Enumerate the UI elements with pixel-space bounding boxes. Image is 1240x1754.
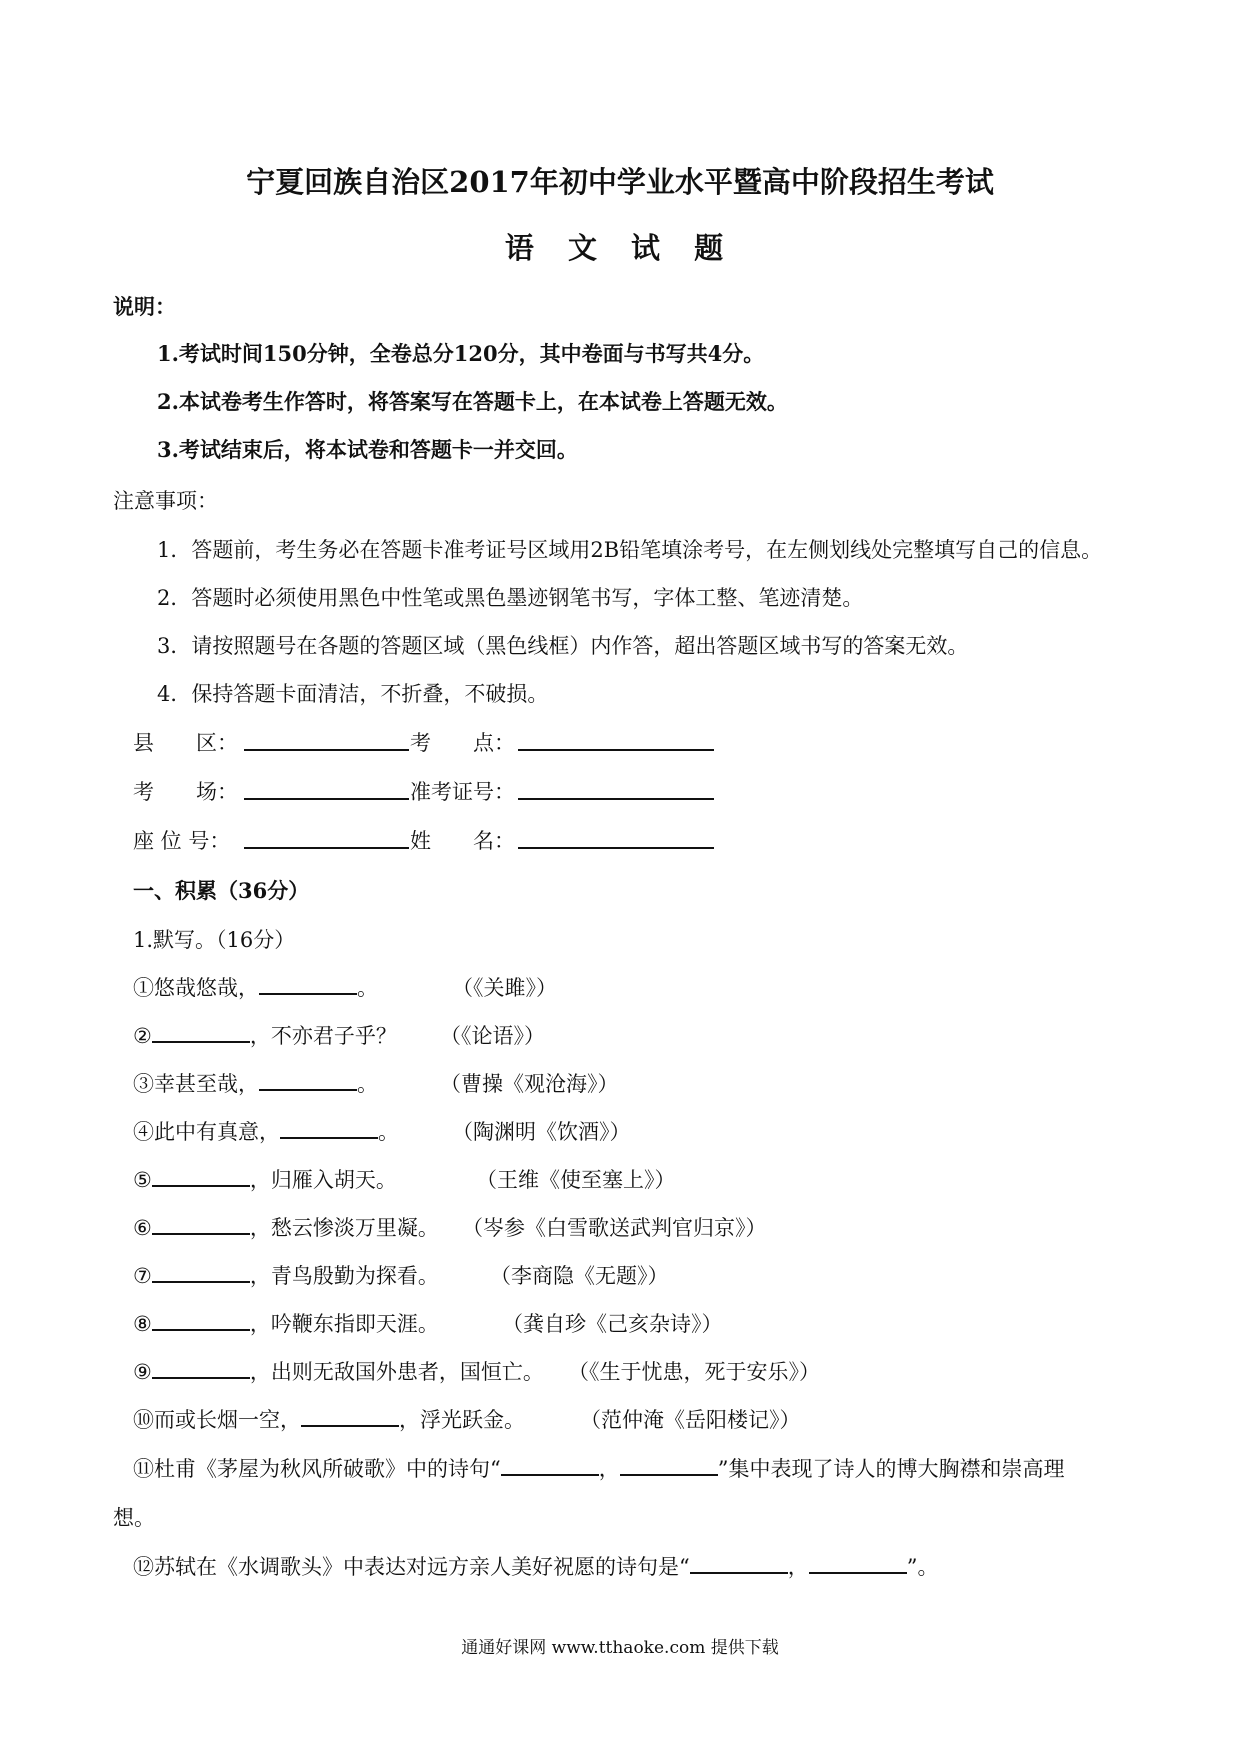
item-text: ⑨ — [133, 1360, 152, 1384]
item-text: ，不亦君子乎？ — [249, 1024, 397, 1048]
field-seat-line[interactable] — [244, 847, 409, 849]
item-text: ⑫苏轼在《水调歌头》中表达对远方亲人美好祝愿的诗句是“ — [133, 1555, 690, 1579]
dictation-item-1 — [133, 972, 378, 1002]
field-name-label: 姓 名： — [410, 829, 515, 853]
item-source: （《关雎》） — [452, 976, 557, 1000]
item-text: ④此中有真意， — [133, 1120, 280, 1144]
item-text: ①悠哉悠哉， — [133, 976, 259, 1000]
dictation-item-5 — [133, 1164, 397, 1194]
exam-title: 宁夏回族自治区2017年初中学业水平暨高中阶段招生考试 — [246, 165, 994, 199]
item-source: （曹操《观沧海》） — [440, 1072, 619, 1096]
dictation-item-11 — [133, 1453, 1064, 1483]
field-site — [410, 727, 515, 757]
item-text: ，归雁入胡天。 — [249, 1168, 397, 1192]
answer-blank[interactable] — [301, 1404, 399, 1427]
answer-blank[interactable] — [259, 972, 357, 995]
answer-blank[interactable] — [259, 1068, 357, 1091]
item-text: ⑥ — [133, 1216, 152, 1240]
item-text: 。 — [378, 1120, 399, 1144]
instruction-item: 2.本试卷考生作答时，将答案写在答题卡上，在本试卷上答题无效。 — [157, 389, 788, 414]
section-heading: 一、积累（36分） — [133, 878, 310, 903]
answer-blank[interactable] — [809, 1551, 907, 1574]
answer-blank[interactable] — [501, 1453, 599, 1476]
item-text: ”。 — [906, 1555, 939, 1579]
field-seat — [133, 825, 230, 855]
item-text: ， — [598, 1457, 620, 1481]
answer-blank[interactable] — [690, 1551, 788, 1574]
field-seat-label: 座 位 号： — [133, 829, 231, 853]
note-item: 2．答题时必须使用黑色中性笔或黑色墨迹钢笔书写，字体工整、笔迹清楚。 — [157, 586, 864, 610]
item-text: ，愁云惨淡万里凝。 — [249, 1216, 439, 1240]
field-site-line[interactable] — [518, 749, 714, 751]
question-1: 1.默写。（16分） — [133, 928, 296, 952]
item-text: ，青鸟殷勤为探看。 — [249, 1264, 439, 1288]
dictation-item-10 — [133, 1404, 525, 1434]
item-source: （龚自珍《己亥杂诗》） — [502, 1312, 723, 1336]
item-text: 。 — [357, 976, 378, 1000]
dictation-item-11-cont: 想。 — [113, 1506, 155, 1530]
item-text: ，出则无敌国外患者，国恒亡。 — [249, 1360, 544, 1384]
answer-blank[interactable] — [152, 1212, 250, 1235]
note-item: 1．答题前，考生务必在答题卡准考证号区域用2B铅笔填涂考号，在左侧划线处完整填写自己的信息。 — [157, 538, 1103, 562]
item-source: （范仲淹《岳阳楼记》） — [580, 1408, 801, 1432]
dictation-item-2 — [133, 1020, 397, 1050]
item-text: ，吟鞭东指即天涯。 — [249, 1312, 439, 1336]
item-text: ② — [133, 1024, 152, 1048]
instructions-heading: 说明： — [113, 294, 176, 319]
answer-blank[interactable] — [620, 1453, 718, 1476]
item-source: （《生于忧患，死于安乐》） — [568, 1360, 820, 1384]
exam-subtitle: 语 文 试 题 — [504, 231, 736, 265]
note-item: 3．请按照题号在各题的答题区域（黑色线框）内作答，超出答题区域书写的答案无效。 — [157, 634, 969, 658]
field-room-line[interactable] — [244, 798, 409, 800]
item-text: ⑤ — [133, 1168, 152, 1192]
dictation-item-9 — [133, 1356, 544, 1386]
answer-blank[interactable] — [152, 1020, 250, 1043]
item-text: ⑦ — [133, 1264, 152, 1288]
instruction-item: 1.考试时间150分钟，全卷总分120分，其中卷面与书写共4分。 — [157, 341, 765, 366]
answer-blank[interactable] — [152, 1308, 250, 1331]
item-source: （陶渊明《饮酒》） — [452, 1120, 631, 1144]
field-ticket-line[interactable] — [518, 798, 714, 800]
instruction-item: 3.考试结束后，将本试卷和答题卡一并交回。 — [157, 437, 578, 462]
dictation-item-4 — [133, 1116, 399, 1146]
field-room-label: 考 场： — [133, 780, 238, 804]
answer-blank[interactable] — [152, 1164, 250, 1187]
item-text: ， — [787, 1555, 809, 1579]
item-text: ③幸甚至哉， — [133, 1072, 259, 1096]
answer-blank[interactable] — [152, 1356, 250, 1379]
field-county-line[interactable] — [244, 749, 409, 751]
field-ticket — [410, 776, 515, 806]
field-room — [133, 776, 238, 806]
item-text: ”集中表现了诗人的博大胸襟和崇高理 — [717, 1457, 1065, 1481]
answer-blank[interactable] — [152, 1260, 250, 1283]
dictation-item-12 — [133, 1551, 938, 1581]
footer-credit: 通通好课网 www.tthaoke.com 提供下载 — [461, 1638, 779, 1658]
field-county-label: 县 区： — [133, 731, 238, 755]
item-text: ⑪杜甫《茅屋为秋风所破歌》中的诗句“ — [133, 1457, 501, 1481]
notes-heading: 注意事项： — [113, 489, 218, 513]
item-source: （李商隐《无题》） — [490, 1264, 669, 1288]
item-text: ⑧ — [133, 1312, 152, 1336]
item-text: 。 — [357, 1072, 378, 1096]
dictation-item-6 — [133, 1212, 439, 1242]
dictation-item-3 — [133, 1068, 378, 1098]
answer-blank[interactable] — [280, 1116, 378, 1139]
dictation-item-8 — [133, 1308, 439, 1338]
field-site-label: 考 点： — [410, 731, 515, 755]
field-ticket-label: 准考证号： — [410, 780, 515, 804]
field-name-line[interactable] — [518, 847, 714, 849]
field-county — [133, 727, 238, 757]
dictation-item-7 — [133, 1260, 439, 1290]
field-name — [410, 825, 515, 855]
item-text: ，浮光跃金。 — [399, 1408, 525, 1432]
note-item: 4．保持答题卡面清洁，不折叠，不破损。 — [157, 682, 549, 706]
item-text: ⑩而或长烟一空， — [133, 1408, 301, 1432]
item-source: （《论语》） — [440, 1024, 545, 1048]
item-source: （岑参《白雪歌送武判官归京》） — [462, 1216, 767, 1240]
item-source: （王维《使至塞上》） — [476, 1168, 676, 1192]
